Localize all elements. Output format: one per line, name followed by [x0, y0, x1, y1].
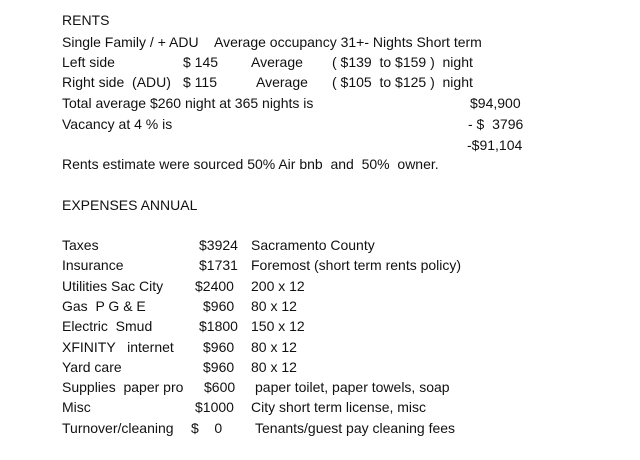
total-average-value: $94,900	[470, 95, 521, 111]
left-side-price: $ 145	[183, 54, 219, 70]
right-side-price: $ 115	[183, 74, 217, 90]
expense-note: 150 x 12	[251, 318, 305, 334]
right-side-range: ( $105 to $125 ) night	[332, 74, 473, 90]
expense-note: paper toilet, paper towels, soap	[255, 379, 450, 395]
left-side-range: ( $139 to $159 ) night	[332, 54, 473, 70]
total-average-label: Total average $260 night at 365 nights is	[62, 95, 314, 111]
expense-label: XFINITY internet	[62, 339, 174, 355]
right-side-average-label: Average	[256, 74, 308, 90]
expense-note: 80 x 12	[251, 339, 297, 355]
expense-note: 200 x 12	[251, 278, 305, 294]
left-side-average-label: Average	[251, 54, 303, 70]
vacancy-label: Vacancy at 4 % is	[62, 116, 173, 132]
expense-amount: $3924	[199, 237, 238, 253]
expense-label: Gas P G & E	[62, 298, 146, 314]
expense-label: Turnover/cleaning	[62, 420, 174, 436]
expense-amount: $960	[203, 298, 235, 314]
expense-label: Yard care	[62, 359, 122, 375]
expense-note: Tenants/guest pay cleaning fees	[255, 420, 456, 436]
expense-amount: $1800	[199, 318, 238, 334]
expense-label: Supplies paper pro	[62, 379, 184, 395]
occupancy-note: Average occupancy 31+- Nights Short term	[214, 34, 482, 50]
expense-amount: $1731	[199, 257, 238, 273]
expense-label: Electric Smud	[62, 318, 153, 334]
expense-amount: $600	[204, 379, 236, 395]
expense-label: Insurance	[62, 257, 124, 273]
expense-amount: $960	[203, 359, 235, 375]
expense-label: Misc	[62, 399, 91, 415]
expense-note: 80 x 12	[251, 298, 297, 314]
rents-heading: RENTS	[62, 12, 110, 28]
net-rent-value: -$91,104	[467, 137, 523, 153]
expense-label: Utilities Sac City	[62, 278, 164, 294]
expense-note: 80 x 12	[251, 359, 297, 375]
vacancy-value: - $ 3796	[468, 116, 524, 132]
expense-amount: $960	[203, 339, 235, 355]
expense-note: City short term license, misc	[251, 399, 427, 415]
expense-amount: $ 0	[191, 420, 223, 436]
expense-amount: $2400	[195, 278, 234, 294]
expense-note: Foremost (short term rents policy)	[251, 257, 462, 273]
expense-amount: $1000	[195, 399, 234, 415]
expense-label: Taxes	[62, 237, 99, 253]
left-side-label: Left side	[62, 54, 115, 70]
rents-source-note: Rents estimate were sourced 50% Air bnb and 50% owner.	[62, 156, 439, 172]
right-side-label: Right side (ADU)	[62, 74, 171, 90]
expenses-heading: EXPENSES ANNUAL	[62, 197, 198, 213]
property-type-label: Single Family / + ADU	[62, 34, 199, 50]
expense-note: Sacramento County	[251, 237, 375, 253]
